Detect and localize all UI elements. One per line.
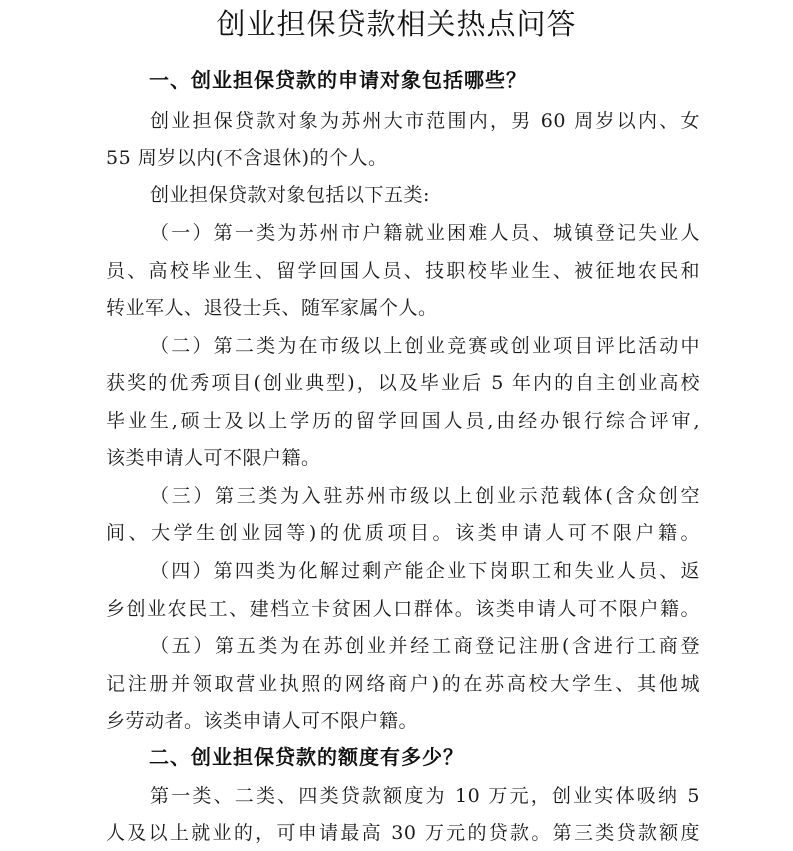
paragraph-line: 人及以上就业的，可申请最高 30 万元的贷款。第三类贷款额度 [106,822,700,844]
paragraph-line: （二）第二类为在市级以上创业竞赛或创业项目评比活动中 [150,335,700,357]
paragraph-line: 转业军人、退役士兵、随军家属个人。 [106,297,438,319]
paragraph-line: 第一类、二类、四类贷款额度为 10 万元，创业实体吸纳 5 [150,785,700,807]
paragraph-line: 间、大学生创业园等)的优质项目。该类申请人可不限户籍。 [106,522,700,544]
paragraph-line: 创业担保贷款对象包括以下五类: [150,184,430,206]
document-title: 创业担保贷款相关热点问答 [216,7,577,41]
paragraph-line: 员、高校毕业生、留学回国人员、技职校毕业生、被征地农民和 [106,260,700,282]
paragraph-line: 记注册并领取营业执照的网络商户)的在苏高校大学生、其他城 [106,673,700,695]
paragraph-line: （四）第四类为化解过剩产能企业下岗职工和失业人员、返 [150,560,700,582]
paragraph-line: 获奖的优秀项目(创业典型)，以及毕业后 5 年内的自主创业高校 [106,372,700,394]
section-heading-1: 一、创业担保贷款的申请对象包括哪些？ [149,68,527,92]
paragraph-line: 乡劳动者。该类申请人可不限户籍。 [106,710,419,732]
paragraph-line: 55 周岁以内(不含退休)的个人。 [106,147,388,169]
paragraph-line: （一）第一类为苏州市户籍就业困难人员、城镇登记失业人 [150,222,700,244]
paragraph-line: 该类申请人可不限户籍。 [106,447,321,469]
paragraph-line: 乡创业农民工、建档立卡贫困人口群体。该类申请人可不限户籍。 [106,598,700,620]
paragraph-line: （三）第三类为入驻苏州市级以上创业示范载体(含众创空 [150,485,700,507]
paragraph-line: 毕业生,硕士及以上学历的留学回国人员,由经办银行综合评审, [106,410,700,432]
paragraph-line: 创业担保贷款对象为苏州大市范围内，男 60 周岁以内、女 [150,110,700,132]
section-heading-2: 二、创业担保贷款的额度有多少？ [149,745,464,769]
paragraph-line: （五）第五类为在苏创业并经工商登记注册(含进行工商登 [150,635,700,657]
